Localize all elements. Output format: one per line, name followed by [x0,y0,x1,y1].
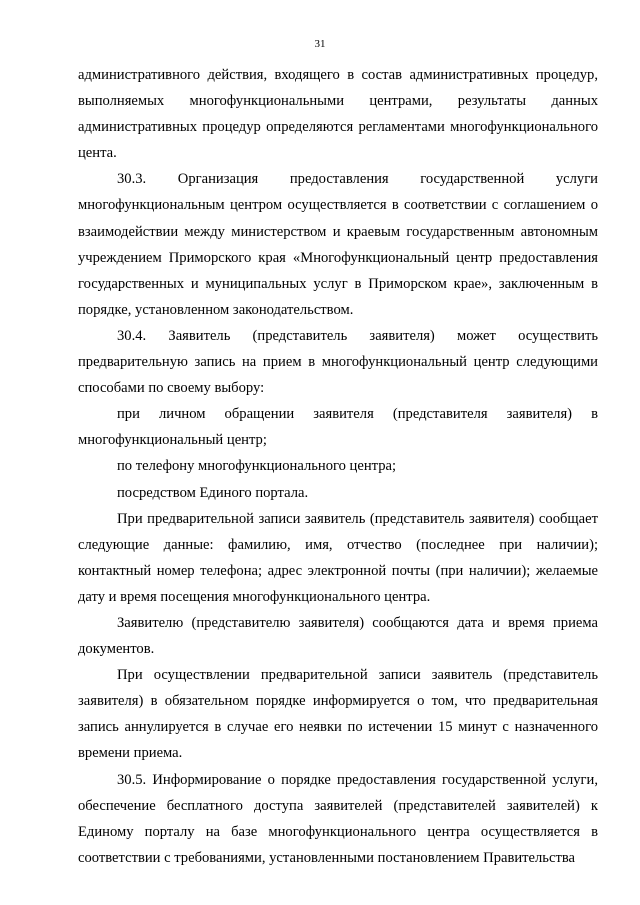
document-body [78,62,598,871]
list-item: при личном обращении заявителя (представителя заявителя) в многофункциональный центр; [78,406,598,449]
paragraph-30-3: 30.3. Организация предоставления государственной услуги многофункциональным центром осуществляется в соответствии с соглашением о взаимодействии между министерством и краевым государственным автономным учреждением Приморского края «Многофункциональный центр предоставления государственных и муниципальных услуг в Приморском крае», заключенным в порядке, установленном законодательством. [78,171,598,318]
paragraph-30-4: 30.4. Заявитель (представитель заявителя) может осуществить предварительную запись на прием в многофункциональный центр следующими способами по своему выбору: [78,327,598,397]
paragraph-30-5: 30.5. Информирование о порядке предоставления государственной услуги, обеспечение бесплатного доступа заявителей (представителей заявителей) к Единому порталу на базе многофункционального центра осуществляется в соответствии с требованиями, установленными постановлением Правительства [78,771,598,866]
list-item: посредством Единого портала. [117,484,309,501]
paragraph: административного действия, входящего в состав административных процедур, выполняемых многофункциональными центрами, результаты данных административных процедур определяются регламентами многофункционального цента. [78,67,598,162]
paragraph: Заявителю (представителю заявителя) сообщаются дата и время приема документов. [78,614,598,658]
paragraph: При предварительной записи заявитель (представитель заявителя) сообщает следующие данные: фамилию, имя, отчество (последнее при наличии); контактный номер телефона; адрес электронной почты (при наличии); желаемые дату и время посещения многофункционального центра. [78,510,598,605]
paragraph: При осуществлении предварительной записи заявитель (представитель заявителя) в обязательном порядке информируется о том, что предварительная запись аннулируется в случае его неявки по истечении 15 минут с назначенного времени приема. [78,667,598,762]
page-number: 31 [314,38,326,50]
list-item: по телефону многофункционального центра; [117,458,397,475]
